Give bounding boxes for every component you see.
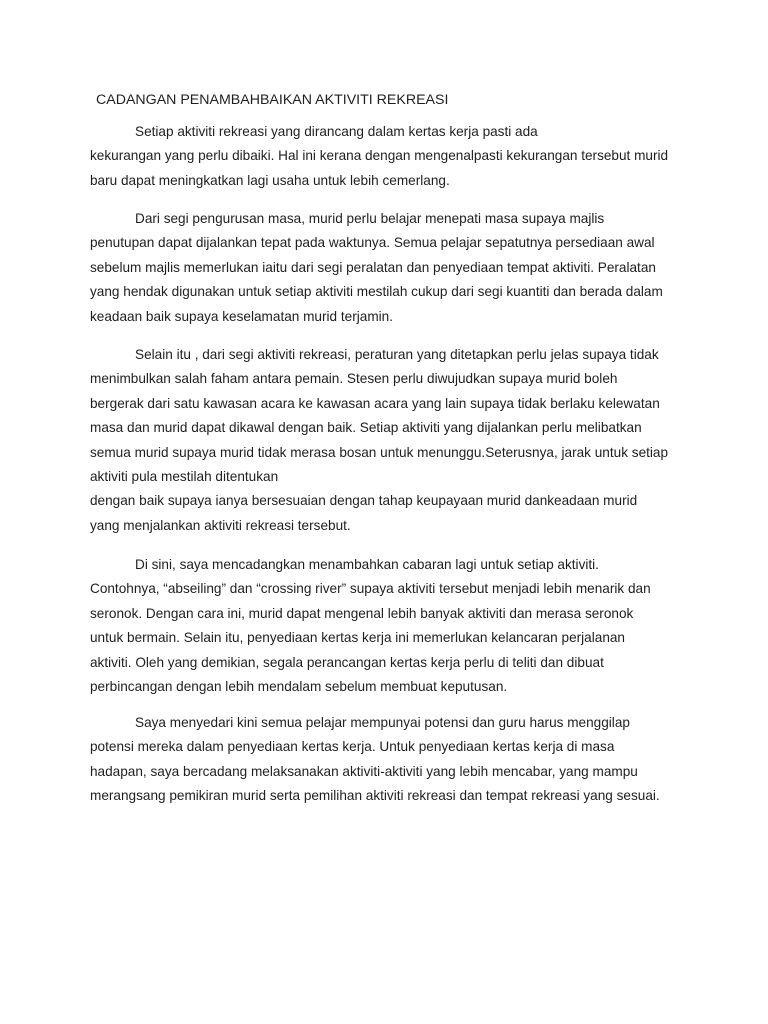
paragraph-line: yang menjalankan aktiviti rekreasi tersebut. [90,517,351,533]
paragraph-line: dengan baik supaya ianya bersesuaian dengan tahap keupayaan murid dankeadaan murid [90,493,638,509]
paragraph-line: sebelum majlis memerlukan iaitu dari segi peralatan dan penyediaan tempat aktiviti. Peralatan [90,259,656,275]
paragraph-line: Dari segi pengurusan masa, murid perlu belajar menepati masa supaya majlis [135,211,605,226]
paragraph-line: semua murid supaya murid tidak merasa bosan untuk menunggu.Seterusnya, jarak untuk setiap [90,444,669,460]
paragraph-line: bergerak dari satu kawasan acara ke kawasan acara yang lain supaya tidak berlaku kelewatan [90,395,660,411]
paragraph-line: yang hendak digunakan untuk setiap aktiviti mestilah cukup dari segi kuantiti dan berada dalam [90,284,663,300]
paragraph-line: merangsang pemikiran murid serta pemilihan aktiviti rekreasi dan tempat rekreasi yang sesuai. [90,788,660,804]
paragraph-line: Setiap aktiviti rekreasi yang dirancang dalam kertas kerja pasti ada [135,124,538,139]
paragraph-line: kekurangan yang perlu dibaiki. Hal ini kerana dengan mengenalpasti kekurangan tersebut murid [90,148,669,164]
paragraph-line: aktiviti pula mestilah ditentukan [90,469,279,485]
document-title: CADANGAN PENAMBAHBAIKAN AKTIVITI REKREASI [96,92,449,108]
paragraph-1 [90,120,690,193]
paragraph-line: seronok. Dengan cara ini, murid dapat mengenal lebih banyak aktiviti dan merasa seronok [90,605,634,621]
paragraph-3 [90,343,690,538]
paragraph-line: Saya menyedari kini semua pelajar mempunyai potensi dan guru harus menggilap [135,715,630,730]
paragraph-line: potensi mereka dalam penyediaan kertas kerja. Untuk penyediaan kertas kerja di masa [90,739,615,755]
paragraph-line: keadaan baik supaya keselamatan murid terjamin. [90,308,394,324]
paragraph-line: Contohnya, “abseiling” dan “crossing river” supaya aktiviti tersebut menjadi lebih menarik dan [90,581,651,597]
paragraph-line: menimbulkan salah faham antara pemain. Stesen perlu diwujudkan supaya murid boleh [90,371,618,387]
paragraph-line: untuk bermain. Selain itu, penyediaan kertas kerja ini memerlukan kelancaran perjalanan [90,630,625,646]
paragraph-line: masa dan murid dapat dikawal dengan baik. Setiap aktiviti yang dijalankan perlu melibatkan [90,420,642,436]
paragraph-line: baru dapat meningkatkan lagi usaha untuk lebih cemerlang. [90,172,450,188]
paragraph-2 [90,207,690,329]
paragraph-line: aktiviti. Oleh yang demikian, segala perancangan kertas kerja perlu di teliti dan dibuat [90,654,604,670]
paragraph-line: Selain itu , dari segi aktiviti rekreasi, peraturan yang ditetapkan perlu jelas supaya tidak [135,347,659,362]
paragraph-5 [90,711,690,809]
paragraph-line: penutupan dapat dijalankan tepat pada waktunya. Semua pelajar sepatutnya persediaan awal [90,235,655,251]
paragraph-line: perbincangan dengan lebih mendalam sebelum membuat keputusan. [90,679,508,695]
paragraph-line: Di sini, saya mencadangkan menambahkan cabaran lagi untuk setiap aktiviti. [135,557,599,572]
paragraph-line: hadapan, saya bercadang melaksanakan aktiviti-aktiviti yang lebih mencabar, yang mampu [90,763,638,779]
paragraph-4 [90,553,690,699]
